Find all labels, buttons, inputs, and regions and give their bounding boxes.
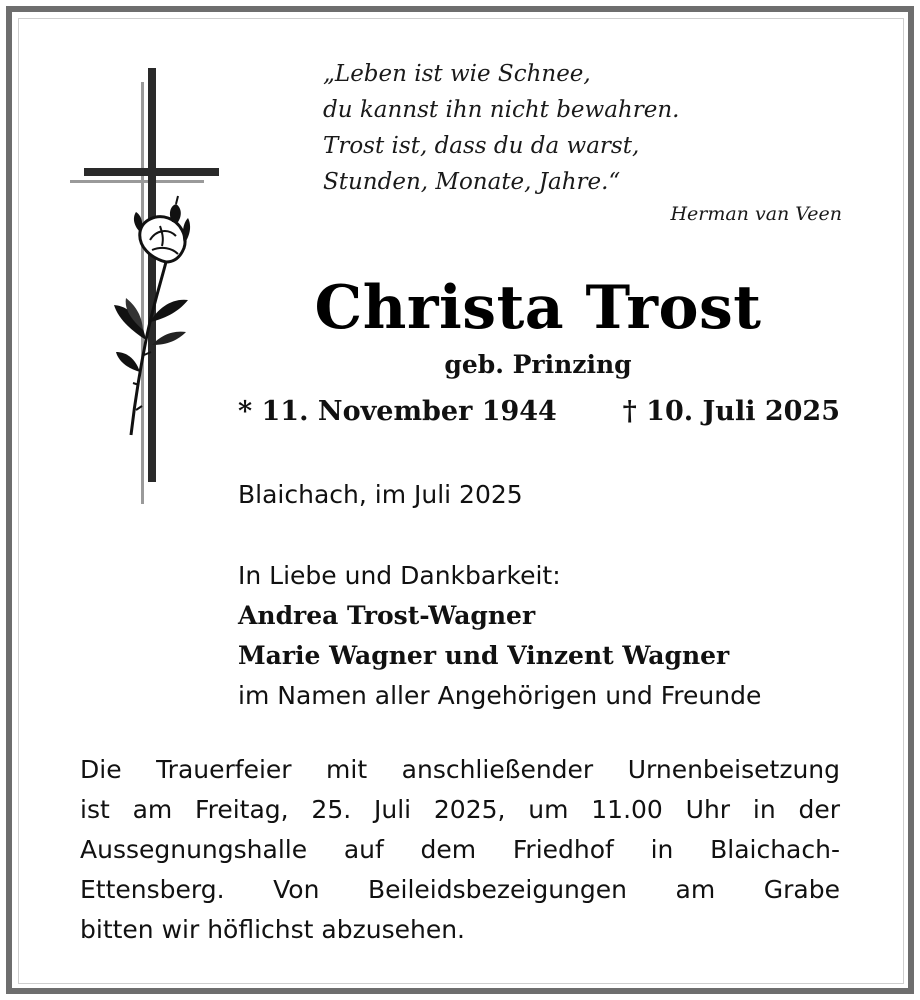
quote-line: „Leben ist wie Schnee, <box>323 61 591 87</box>
deceased-name: Christa Trost <box>314 273 762 343</box>
quote-line: du kannst ihn nicht bewahren. <box>323 97 680 123</box>
mourner-name: Andrea Trost-Wagner <box>238 601 536 630</box>
quote-line: Trost ist, dass du da warst, <box>323 133 640 159</box>
mourners-intro: In Liebe und Dankbarkeit: <box>238 561 561 590</box>
mourner-name: Marie Wagner und Vinzent Wagner <box>238 641 730 670</box>
ceremony-line: bitten wir höflichst abzusehen. <box>80 915 465 944</box>
ceremony-line: Aussegnungshalle auf dem Friedhof in Blaichach- <box>80 835 840 864</box>
quote-author: Herman van Veen <box>670 203 842 225</box>
mourners-block <box>238 556 848 716</box>
maiden-name: geb. Prinzing <box>444 350 632 379</box>
ceremony-text <box>80 750 840 950</box>
ceremony-line: ist am Freitag, 25. Juli 2025, um 11.00 Uhr in der <box>80 795 840 824</box>
quote-block <box>323 56 843 200</box>
death-date: † 10. Juli 2025 <box>622 396 840 427</box>
ceremony-line: Die Trauerfeier mit anschließender Urnenbeisetzung <box>80 755 840 784</box>
birth-date: * 11. November 1944 <box>238 396 557 427</box>
place-date: Blaichach, im Juli 2025 <box>238 480 523 509</box>
cross-with-rose-icon <box>0 0 240 520</box>
ceremony-line: Ettensberg. Von Beileidsbezeigungen am Grabe <box>80 875 840 904</box>
mourners-closing: im Namen aller Angehörigen und Freunde <box>238 681 762 710</box>
quote-line: Stunden, Monate, Jahre.“ <box>323 169 621 195</box>
